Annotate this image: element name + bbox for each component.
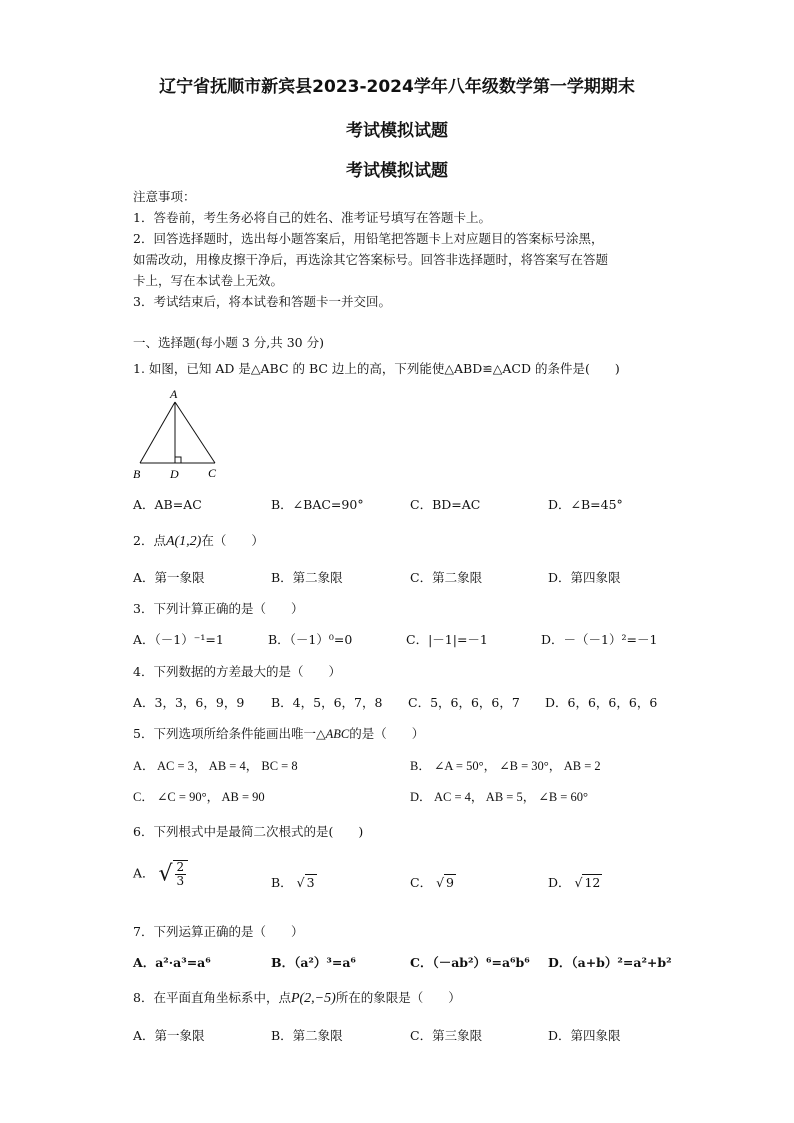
question-1-option-a: A．AB=AC	[133, 497, 202, 512]
question-1-option-c: C．BD=AC	[410, 497, 481, 512]
question-6-option-c-label: C．	[410, 875, 433, 890]
question-7-option-a: A．a²·a³=a⁶	[133, 955, 211, 970]
question-7-option-c: C．（－ab²）⁶=a⁶b⁶	[410, 955, 530, 970]
question-8-option-c: C．第三象限	[410, 1028, 483, 1043]
question-3-stem: 3．下列计算正确的是（ ）	[133, 601, 304, 616]
question-8-option-a: A．第一象限	[133, 1028, 205, 1043]
question-7-option-d: D．（a+b）²=a²+b²	[548, 955, 672, 970]
question-8-suffix: 所在的象限是（ ）	[335, 990, 461, 1005]
fraction-denominator: 3	[176, 874, 185, 888]
right-angle-mark	[175, 457, 181, 463]
question-2-stem	[133, 531, 264, 550]
question-5-prefix: 5．下列选项所给条件能画出唯一	[133, 726, 316, 741]
notice-heading: 注意事项：	[133, 189, 196, 204]
question-2-option-b: B．第二象限	[271, 570, 343, 585]
question-4-option-d: D．6，6，6，6，6	[545, 695, 658, 710]
question-5-option-a: A． AC = 3， AB = 4， BC = 8	[133, 759, 298, 773]
radicand: 9	[446, 875, 454, 890]
question-5-stem	[133, 724, 424, 742]
page-subtitle: 考试模拟试题	[346, 121, 448, 141]
question-4-option-a: A．3，3，6，9，9	[133, 695, 245, 710]
question-2-option-a: A．第一象限	[133, 570, 205, 585]
question-8-prefix: 8．在平面直角坐标系中，点	[133, 990, 291, 1005]
question-2-suffix: 在（ ）	[201, 533, 264, 548]
page-subtitle-repeat: 考试模拟试题	[346, 161, 448, 181]
question-4-stem: 4．下列数据的方差最大的是（ ）	[133, 664, 341, 679]
question-5-option-c: C． ∠C = 90°， AB = 90	[133, 790, 265, 804]
radicand: 3	[306, 875, 315, 890]
question-5-option-d: D． AC = 4， AB = 5， ∠B = 60°	[410, 790, 588, 804]
triangle-figure	[128, 386, 228, 484]
fraction-numerator: 2	[176, 860, 185, 874]
question-2-option-c: C．第二象限	[410, 570, 483, 585]
question-6-option-a	[133, 860, 188, 888]
question-1-stem: 1. 如图，已知 AD 是△ABC 的 BC 边上的高，下列能使△ABD≌△ACD 的条件是( )	[133, 361, 620, 376]
question-3-option-a: A．（－1）⁻¹=1	[133, 632, 224, 647]
question-1-option-d: D．∠B=45°	[548, 497, 623, 512]
notice-item-2-line-1: 2．回答选择题时，选出每小题答案后，用铅笔把答题卡上对应题目的答案标号涂黑，	[133, 231, 604, 246]
vertex-label-a: A	[170, 387, 178, 401]
question-4-option-c: C．5，6，6，6，7	[408, 695, 520, 710]
notice-item-1: 1．答卷前，考生务必将自己的姓名、准考证号填写在答题卡上。	[133, 210, 491, 225]
notice-item-2-line-2: 如需改动，用橡皮擦干净后，再选涂其它答案标号。回答非选择题时，将答案写在答题	[133, 252, 609, 267]
question-6-option-b	[271, 873, 317, 891]
question-6-option-b-label: B．	[271, 875, 293, 890]
sqrt-icon: √	[296, 875, 305, 890]
question-4-option-b: B．4，5，6，7，8	[271, 695, 383, 710]
question-6-option-d-label: D．	[548, 875, 571, 890]
vertex-label-c: C	[208, 466, 217, 480]
question-8-option-b: B．第二象限	[271, 1028, 343, 1043]
sqrt-icon: √	[436, 875, 445, 890]
question-6-option-c	[410, 873, 456, 891]
question-3-option-b: B．（－1）⁰=0	[268, 632, 353, 647]
sqrt-icon: √	[574, 875, 583, 890]
question-2-prefix: 2．点	[133, 533, 166, 548]
side-ab	[140, 402, 175, 463]
vertex-label-b: B	[133, 467, 141, 481]
question-7-option-b: B．（a²）³=a⁶	[271, 955, 356, 970]
notice-item-2-line-3: 卡上，写在本试卷上无效。	[133, 273, 284, 288]
notice-item-3: 3．考试结束后，将本试卷和答题卡一并交回。	[133, 294, 391, 309]
question-8-stem	[133, 988, 461, 1007]
question-6-option-d	[548, 873, 602, 891]
question-6-stem: 6．下列根式中是最简二次根式的是( )	[133, 824, 364, 839]
question-2-point: A(1,2)	[165, 534, 202, 549]
question-7-stem: 7．下列运算正确的是（ ）	[133, 924, 304, 939]
question-3-option-c: C．|－1|=－1	[406, 632, 488, 647]
question-2-option-d: D．第四象限	[548, 570, 621, 585]
question-8-option-d: D．第四象限	[548, 1028, 621, 1043]
question-6-option-a-label: A．	[133, 865, 155, 881]
question-5-triangle: △ABC	[315, 727, 350, 741]
question-5-suffix: 的是（ ）	[349, 726, 425, 741]
question-3-option-d: D．－（－1）²=－1	[541, 632, 658, 647]
page-title: 辽宁省抚顺市新宾县2023-2024学年八年级数学第一学期期末	[159, 77, 635, 97]
question-5-option-b: B． ∠A = 50°， ∠B = 30°， AB = 2	[410, 759, 601, 773]
question-1-option-b: B．∠BAC=90°	[271, 497, 364, 512]
side-ac	[175, 402, 215, 463]
question-8-point: P(2,−5)	[290, 991, 336, 1006]
radicand: 12	[584, 875, 601, 890]
vertex-label-d: D	[170, 467, 179, 481]
fraction	[173, 860, 189, 888]
section-heading: 一、选择题(每小题 3 分,共 30 分)	[133, 335, 324, 350]
sqrt-icon: √	[158, 861, 173, 887]
